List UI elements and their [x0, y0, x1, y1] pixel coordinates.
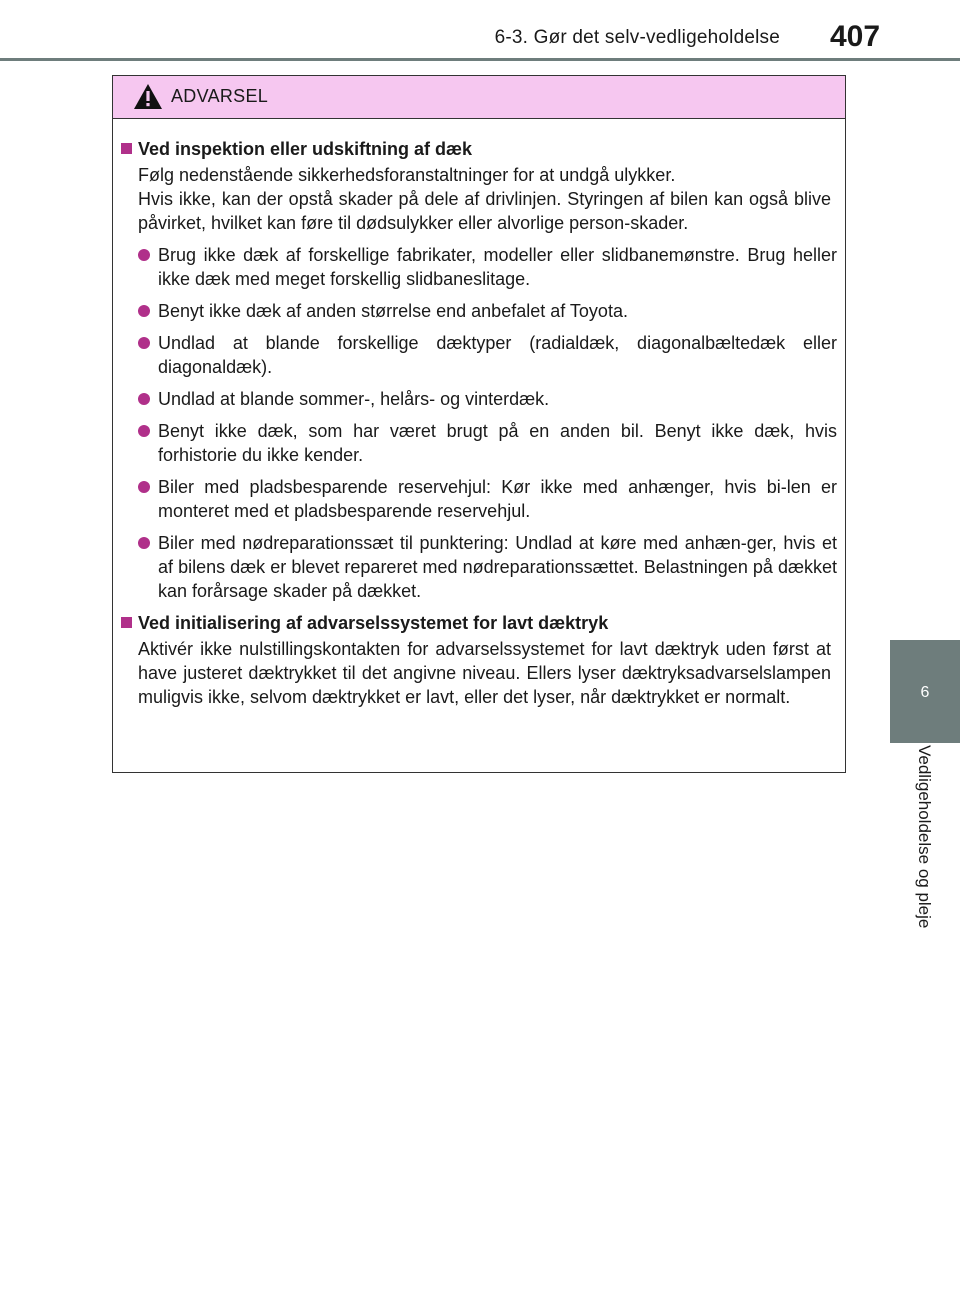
warning-triangle-icon [133, 83, 163, 110]
section-paragraph [138, 163, 837, 235]
circle-bullet-icon [138, 393, 150, 405]
bullet-list [121, 243, 837, 603]
list-item: Undlad at blande forskellige dæktyper (radialdæk, diagonalbæltedæk eller diagonaldæk). [138, 331, 837, 379]
section-heading: Ved inspektion eller udskiftning af dæk [121, 137, 837, 161]
paragraph-line: Aktivér ikke nulstillingskontakten for advarselssystemet for lavt dæktryk uden først at have justeret dæktrykket til det angivne niveau. Ellers lyser dæktryksadvarselslampen muligvis ikke, selvom dæktrykket er lavt, eller det lyser, når dæktrykket er normalt. [138, 639, 831, 707]
warning-label: ADVARSEL [171, 86, 269, 106]
circle-bullet-icon [138, 481, 150, 493]
chapter-number: 6 [920, 684, 930, 701]
paragraph-line: Følg nedenstående sikkerhedsforanstaltninger for at undgå ulykker. [138, 165, 676, 185]
list-item: Brug ikke dæk af forskellige fabrikater, modeller eller slidbanemønstre. Brug heller ikke dæk med meget forskellig slidbaneslitage. [138, 243, 837, 291]
section-paragraph [138, 637, 837, 709]
list-item: Biler med pladsbesparende reservehjul: Kør ikke med anhænger, hvis bi-len er monteret med et pladsbesparende reservehjul. [138, 475, 837, 523]
section-heading: Ved initialisering af advarselssystemet for lavt dæktryk [121, 611, 837, 635]
warning-header [113, 76, 845, 119]
chapter-title: Vedligeholdelse og pleje [915, 745, 934, 929]
circle-bullet-icon [138, 537, 150, 549]
warning-body [113, 119, 845, 709]
list-item: Benyt ikke dæk, som har været brugt på en anden bil. Benyt ikke dæk, hvis forhistorie du ikke kender. [138, 419, 837, 467]
list-item: Biler med nødreparationssæt til punktering: Undlad at køre med anhæn-ger, hvis et af bilens dæk er blevet repareret med nødreparationssættet. Belastningen på dækket kan forårsage skader på dækket. [138, 531, 837, 603]
circle-bullet-icon [138, 425, 150, 437]
chapter-tab [890, 640, 960, 743]
warning-box [112, 75, 846, 773]
header-rule [0, 58, 960, 61]
circle-bullet-icon [138, 305, 150, 317]
section-tire-inspection [121, 137, 837, 603]
page-header [0, 0, 960, 62]
square-bullet-icon [121, 143, 132, 154]
paragraph-line: Hvis ikke, kan der opstå skader på dele af drivlinjen. Styringen af bilen kan også blive påvirket, hvilket kan føre til dødsulykker eller alvorlige person-skader. [138, 189, 831, 233]
section-title: 6-3. Gør det selv-vedligeholdelse [494, 27, 780, 48]
square-bullet-icon [121, 617, 132, 628]
circle-bullet-icon [138, 337, 150, 349]
circle-bullet-icon [138, 249, 150, 261]
page-number: 407 [830, 20, 881, 53]
section-tpms-initialization [121, 611, 837, 709]
list-item: Undlad at blande sommer-, helårs- og vinterdæk. [138, 387, 837, 411]
list-item: Benyt ikke dæk af anden størrelse end anbefalet af Toyota. [138, 299, 837, 323]
